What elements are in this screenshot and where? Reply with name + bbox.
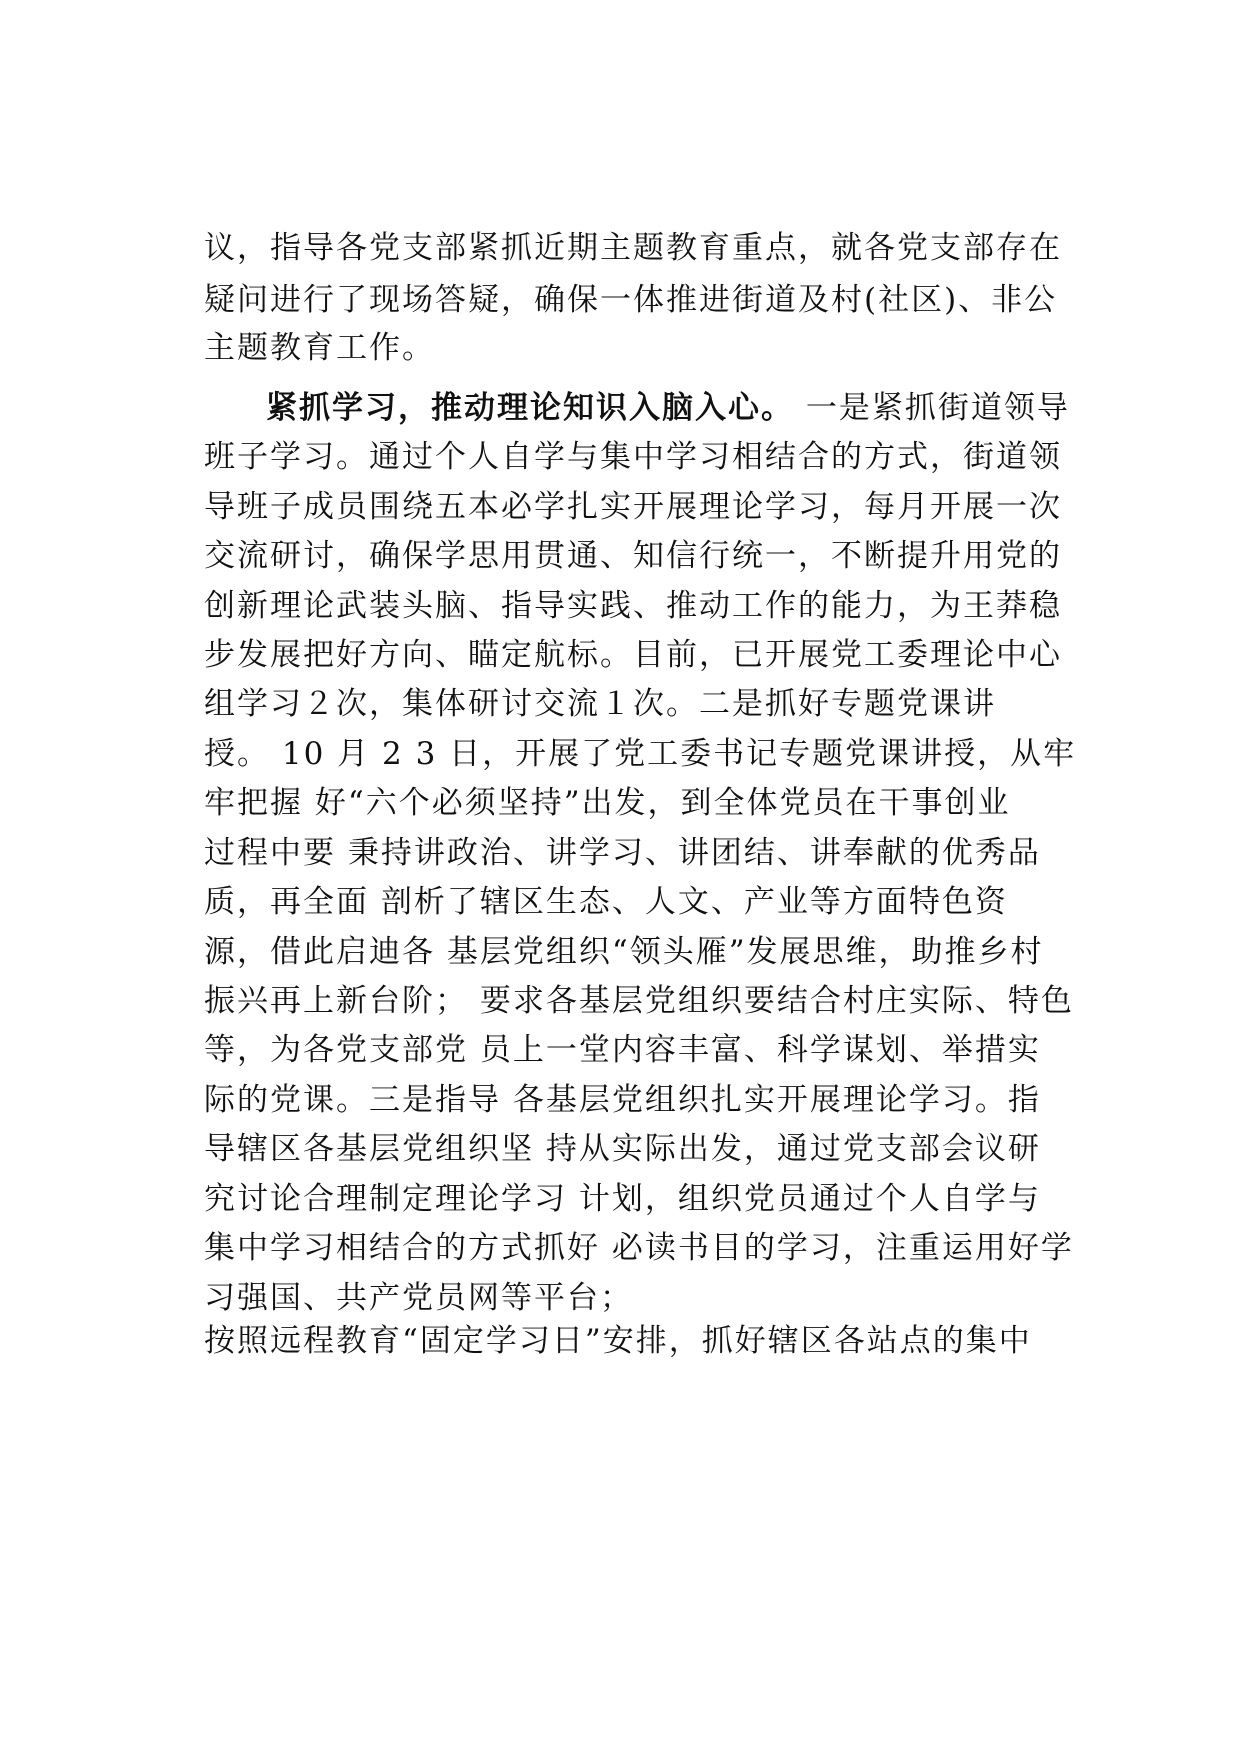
text-line: 牢把握 好“六个必须坚持”出发，到全体党员在干事创业 (204, 785, 1011, 821)
text-line: 疑问进行了现场答疑，确保一体推进街道及村(社区)、非公 (204, 282, 1058, 318)
text-line: 源，借此启迪各 基层党组织“领头雁”发展思维，助推乡村 (204, 934, 1044, 970)
text-line: 导辖区各基层党组织坚 持从实际出发，通过党支部会议研 (204, 1131, 1041, 1167)
text-line: 等，为各党支部党 员上一堂内容丰富、科学谋划、举措实 (204, 1032, 1041, 1068)
text-line: 步发展把好方向、瞄定航标。目前，已开展党工委理论中心 (204, 637, 1062, 673)
text-line: 导班子成员围绕五本必学扎实开展理论学习，每月开展一次 (204, 489, 1062, 525)
text-line: 按照远程教育“固定学习日”安排，抓好辖区各站点的集中 (204, 1323, 1032, 1359)
text-line: 班子学习。通过个人自学与集中学习相结合的方式，街道领 (204, 439, 1062, 475)
text-line: 究讨论合理制定理论学习 计划，组织党员通过个人自学与 (204, 1181, 1041, 1217)
paragraph-line (266, 388, 1070, 428)
text-line: 议，指导各党支部紧抓近期主题教育重点，就各党支部存在 (204, 230, 1062, 266)
text-line: 授。 10 月 2 3 日，开展了党工委书记专题党课讲授，从牢 (204, 736, 1077, 772)
text-line: 创新理论武装头脑、指导实践、推动工作的能力，为王莽稳 (204, 588, 1062, 624)
text-line: 主题教育工作。 (204, 330, 435, 366)
text-line: 质，再全面 剖析了辖区生态、人文、产业等方面特色资 (204, 884, 1008, 920)
section-heading: 紧抓学习，推动理论知识入脑入心。 (266, 390, 794, 426)
text-run (794, 390, 806, 426)
text-line: 振兴再上新台阶； 要求各基层党组织要结合村庄实际、特色 (204, 983, 1074, 1019)
text-line: 集中学习相结合的方式抓好 必读书目的学习，注重运用好学 (204, 1230, 1074, 1266)
text-line: 交流研讨，确保学思用贯通、知信行统一，不断提升用党的 (204, 538, 1062, 574)
text-line: 习强国、共产党员网等平台； (204, 1280, 633, 1316)
text-line: 组学习２次，集体研讨交流１次。二是抓好专题党课讲 (204, 686, 996, 722)
text-run: 一是紧抓街道领导 (805, 390, 1070, 426)
text-line: 过程中要 秉持讲政治、讲学习、讲团结、讲奉献的优秀品 (204, 835, 1041, 871)
text-line: 际的党课。三是指导 各基层党组织扎实开展理论学习。指 (204, 1082, 1041, 1118)
